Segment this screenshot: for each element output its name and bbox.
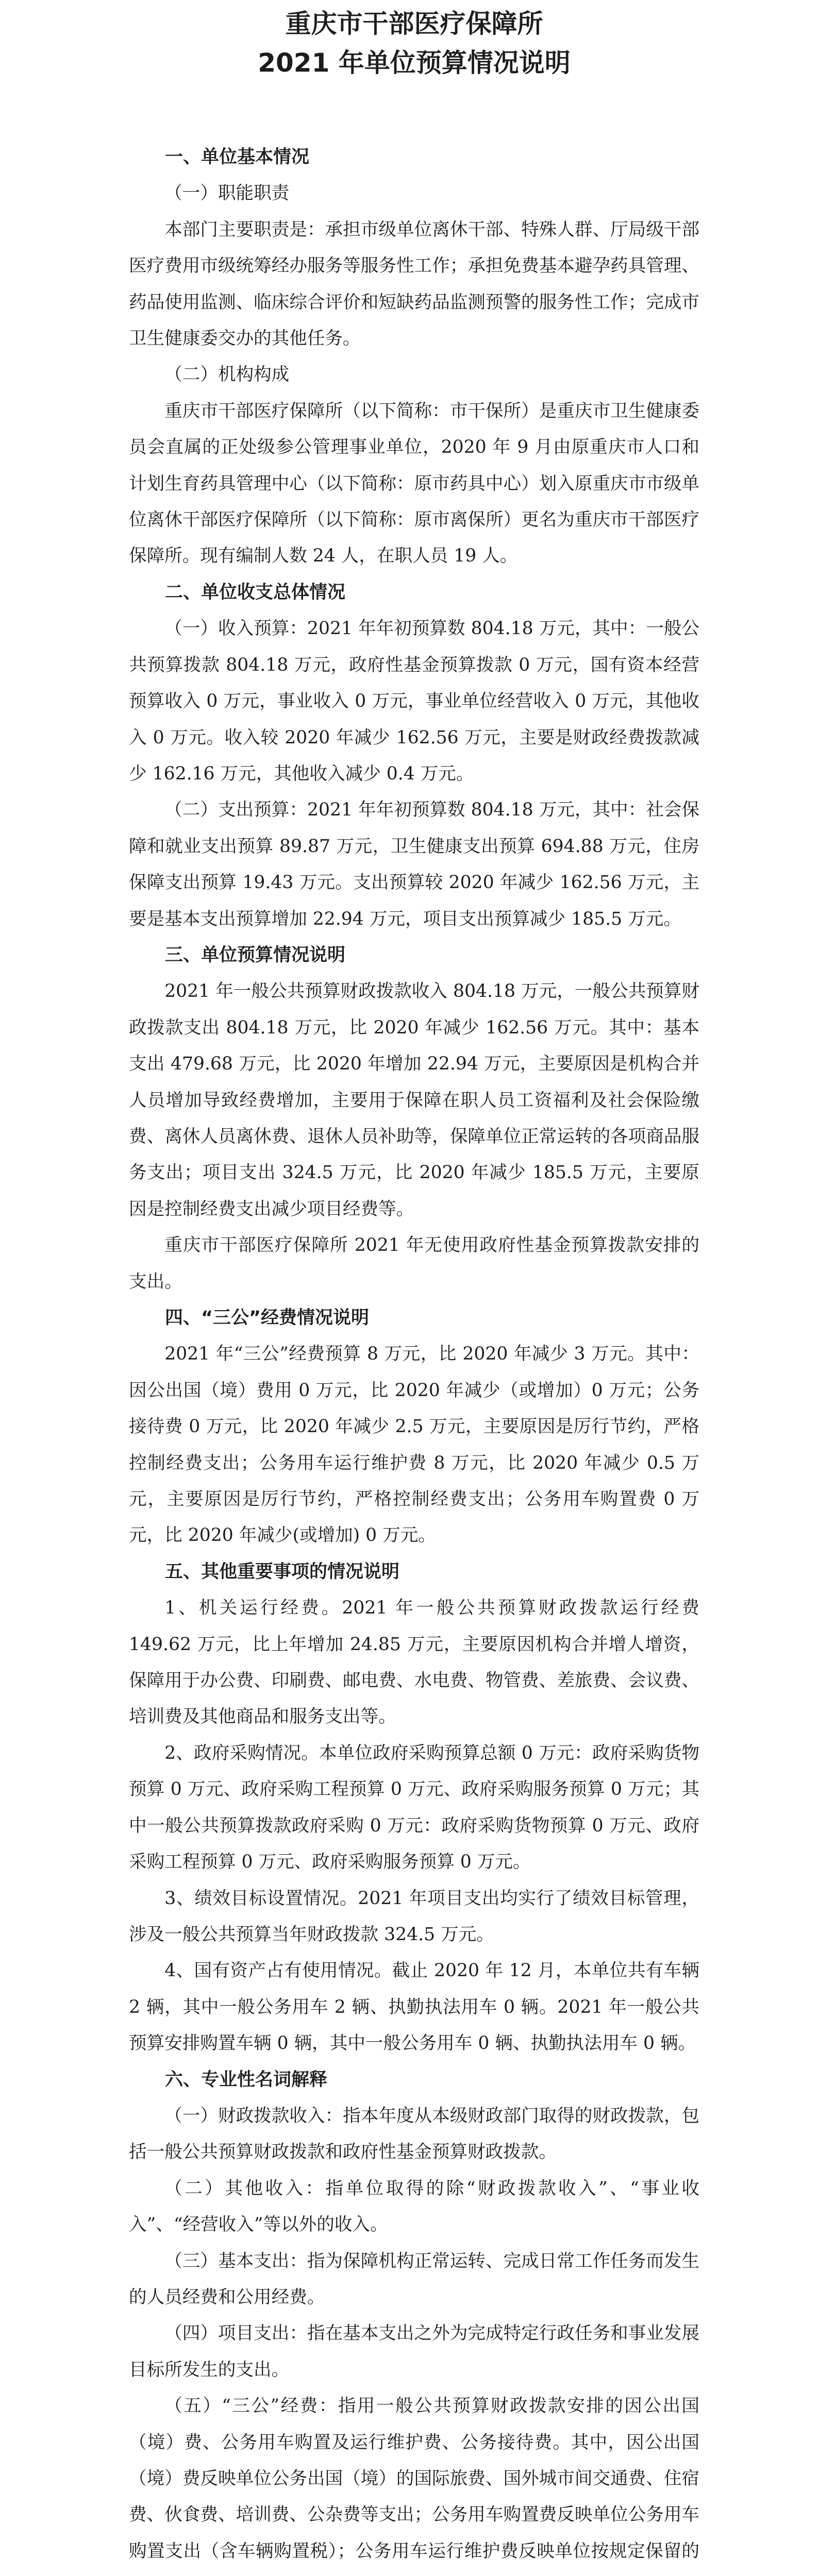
body-paragraph: 2021 年一般公共预算财政拨款收入 804.18 万元，一般公共预算财政拨款支出 804.18 万元，比 2020 年减少 162.56 万元。其中：基本支出 479.68 万元，比 2020 年增加 22.94 万元，主要原因是机构合并人员增加导致经费增加，主要用于保障在职人员工资福利及社会保险缴费、离休人员离休费、退休人员补助等，保障单位正常运转的各项商品服务支出；项目支出 324.5 万元，比 2020 年减少 185.5 万元，主要原因是控制经费支出减少项目经费等。 — [129, 981, 699, 1219]
body-paragraph: （四）项目支出：指在基本支出之外为完成特定行政任务和事业发展目标所发生的支出。 — [129, 2323, 699, 2380]
document-body — [129, 139, 699, 2576]
document-title-line-1: 重庆市干部医疗保障所 — [285, 9, 543, 39]
body-paragraph: 2021 年“三公”经费预算 8 万元，比 2020 年减少 3 万元。其中：因公出国（境）费用 0 万元，比 2020 年减少（或增加）0 万元；公务接待费 0 万元，比 2020 年减少 2.5 万元，主要原因是厉行节约，严格控制经费支出；公务用车运行维护费 8 万元，比 2020 年减少 0.5 万元，主要原因是厉行节约，严格控制经费支出；公务用车购置费 0 万元，比 2020 年减少(或增加) 0 万元。 — [129, 1344, 699, 1546]
body-paragraph: （二）其他收入：指单位取得的除“财政拨款收入”、“事业收入”、“经营收入”等以外的收入。 — [129, 2178, 699, 2235]
section-heading: 五、其他重要事项的情况说明 — [165, 1561, 400, 1582]
subsection-heading: （一）职能职责 — [164, 183, 290, 204]
body-paragraph: 1、机关运行经费。2021 年一般公共预算财政拨款运行经费 149.62 万元，比上年增加 24.85 万元，主要原因机构合并增人增资，保障用于办公费、印刷费、邮电费、水电费、物管费、差旅费、会议费、培训费及其他商品和服务支出等。 — [129, 1598, 699, 1727]
body-paragraph: 本部门主要职责是：承担市级单位离休干部、特殊人群、厅局级干部医疗费用市级统筹经办服务等服务性工作；承担免费基本避孕药具管理、药品使用监测、临床综合评价和短缺药品监测预警的服务性工作；完成市卫生健康委交办的其他任务。 — [129, 219, 699, 349]
section-heading: 六、专业性名词解释 — [165, 2069, 328, 2090]
section-heading: 四、“三公”经费情况说明 — [165, 1308, 370, 1328]
body-paragraph: （一）财政拨款收入：指本年度从本级财政部门取得的财政拨款，包括一般公共预算财政拨款和政府性基金预算财政拨款。 — [129, 2105, 699, 2163]
body-paragraph: 重庆市干部医疗保障所（以下简称：市干保所）是重庆市卫生健康委员会直属的正处级参公管理事业单位，2020 年 9 月由原重庆市人口和计划生育药具管理中心（以下简称：原市药具中心）划入原重庆市市级单位离休干部医疗保障所（以下简称：原市离保所）更名为重庆市干部医疗保障所。现有编制人数 24 人，在职人员 19 人。 — [129, 400, 699, 567]
section-heading: 一、单位基本情况 — [165, 147, 310, 167]
section-heading: 二、单位收支总体情况 — [165, 582, 346, 603]
body-paragraph: 重庆市干部医疗保障所 2021 年无使用政府性基金预算拨款安排的支出。 — [129, 1235, 699, 1292]
body-paragraph: 3、绩效目标设置情况。2021 年项目支出均实行了绩效目标管理，涉及一般公共预算当年财政拨款 324.5 万元。 — [129, 1888, 699, 1945]
section-heading: 三、单位预算情况说明 — [165, 944, 346, 965]
body-paragraph: （一）收入预算：2021 年年初预算数 804.18 万元，其中：一般公共预算拨款 804.18 万元，政府性基金预算拨款 0 万元，国有资本经营预算收入 0 万元，事业收入 0 万元，事业单位经营收入 0 万元，其他收入 0 万元。收入较 2020 年减少 162.56 万元，主要是财政经费拨款减少 162.16 万元，其他收入减少 0.4 万元。 — [129, 618, 699, 784]
body-paragraph: （五）“三公”经费：指用一般公共预算财政拨款安排的因公出国（境）费、公务用车购置及运行维护费、公务接待费。其中，因公出国（境）费反映单位公务出国（境）的国际旅费、国外城市间交通费、住宿费、伙食费、培训费、公杂费等支出；公务用车购置费反映单位公务用车购置支出（含车辆购置税）；公务用车运行维护费反映单位按规定保留的 — [129, 2396, 699, 2562]
subsection-heading: （二）机构构成 — [164, 364, 290, 385]
body-paragraph: 4、国有资产占有使用情况。截止 2020 年 12 月，本单位共有车辆 2 辆，其中一般公务用车 2 辆、执勤执法用车 0 辆。2021 年一般公共预算安排购置车辆 0 辆，其中一般公务用车 0 辆、执勤执法用车 0 辆。 — [129, 1960, 699, 2054]
body-paragraph: （二）支出预算：2021 年年初预算数 804.18 万元，其中：社会保障和就业支出预算 89.87 万元，卫生健康支出预算 694.88 万元，住房保障支出预算 19.43 万元。支出预算较 2020 年减少 162.56 万元，主要是基本支出预算增加 22.94 万元，项目支出预算减少 185.5 万元。 — [129, 800, 699, 929]
body-paragraph: 2、政府采购情况。本单位政府采购预算总额 0 万元：政府采购货物预算 0 万元、政府采购工程预算 0 万元、政府采购服务预算 0 万元；其中一般公共预算拨款政府采购 0 万元：政府采购货物预算 0 万元、政府采购工程预算 0 万元、政府采购服务预算 0 万元。 — [129, 1742, 699, 1873]
body-paragraph: （三）基本支出：指为保障机构正常运转、完成日常工作任务而发生的人员经费和公用经费。 — [129, 2250, 699, 2308]
document-title-line-2: 2021 年单位预算情况说明 — [258, 48, 571, 78]
